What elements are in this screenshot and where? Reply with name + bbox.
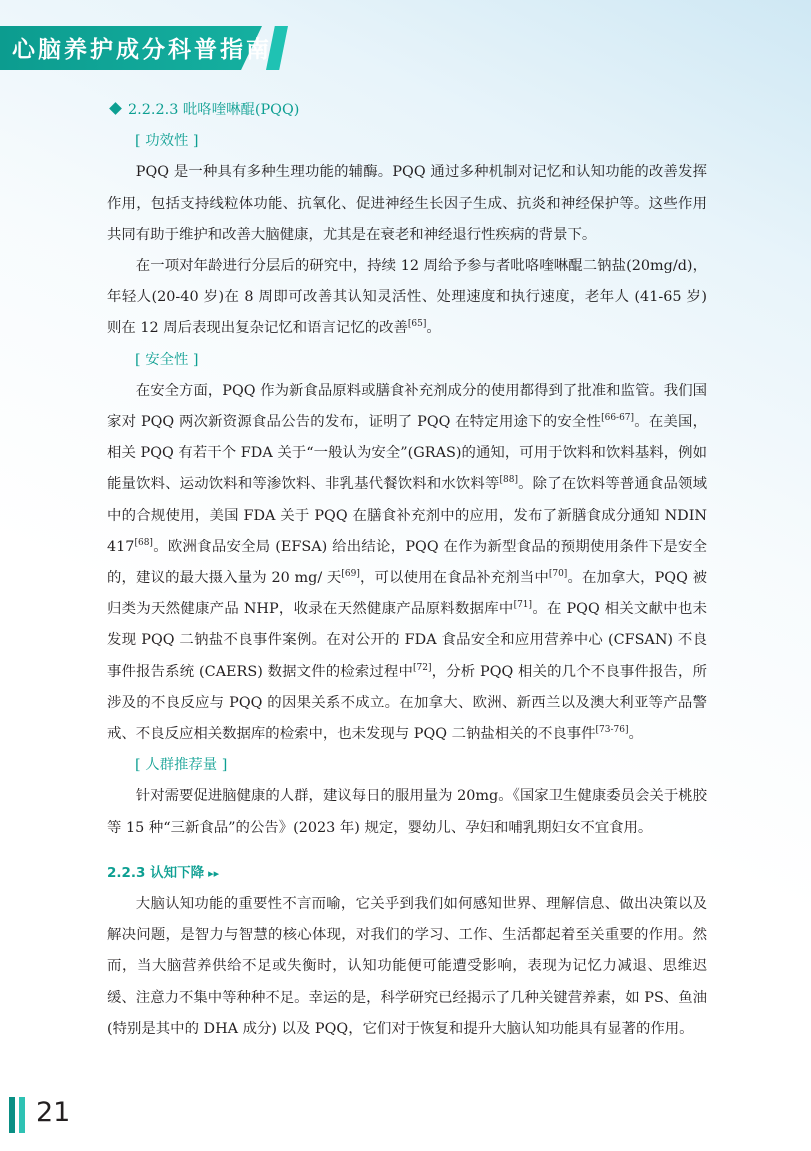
safety-text-5: ，可以使用在食品补充剂当中 <box>359 570 549 587</box>
page-bar-dark <box>9 1097 15 1133</box>
efficacy-paragraph-2-text: 在一项对年龄进行分层后的研究中，持续 12 周给予参与者吡咯喹啉醌二钠盐(20mg/d)，年轻人(20-40 岁)在 8 周即可改善其认知灵活性、处理速度和执行速度，老年人 (41-65 岁) 则在 12 周后表现出复杂记忆和语言记忆的改善 <box>107 258 707 337</box>
safety-text-7: 。在 PQQ 相关文献中也未发现 PQQ 二钠盐不良事件案例。在对公开的 FDA 食品安全和应用营养中心 (CFSAN) 不良事件报告系统 (CAERS) 数据文件的检索过程中 <box>107 601 707 680</box>
page-number-bars <box>9 1097 29 1137</box>
safety-text-1: 在安全方面，PQQ 作为新食品原料或膳食补充剂成分的使用都得到了批准和监管。我们国家对 PQQ 两次新资源食品公告的发布，证明了 PQQ 在特定用途下的安全性 <box>107 382 707 431</box>
page-content <box>107 95 707 1045</box>
safety-text-end: 。 <box>628 726 643 743</box>
subsection-heading-text: 2.2.3 认知下降 <box>107 864 205 881</box>
safety-paragraph <box>107 376 707 750</box>
cognition-paragraph: 大脑认知功能的重要性不言而喻，它关乎到我们如何感知世界、理解信息、做出决策以及解决问题，是智力与智慧的核心体现，对我们的学习、工作、生活都起着至关重要的作用。然而，当大脑营养供给不足或失衡时，认知功能便可能遭受影响，表现为记忆力减退、思维迟缓、注意力不集中等种种不足。幸运的是，科学研究已经揭示了几种关键营养素，如 PS、鱼油 (特别是其中的 DHA 成分) 以及 PQQ，它们对于恢复和提升大脑认知功能具有显著的作用。 <box>107 896 707 1037</box>
citation: [72] <box>413 662 432 673</box>
diamond-bullet-icon <box>109 102 122 115</box>
safety-text-2: 。在美国，相关 PQQ 有若干个 FDA 关于“一般认为安全”(GRAS)的通知，可用于饮料和饮料基料，例如能量饮料、运动饮料和等渗饮料、非乳基代餐饮料和水饮料等 <box>107 414 707 493</box>
safety-text-8: ，分析 PQQ 相关的几个不良事件报告，所涉及的不良反应与 PQQ 的因果关系不成立。在加拿大、欧洲、新西兰以及澳大利亚等产品警戒、不良反应相关数据库的检索中，也未发现与 PQQ 二钠盐相关的不良事件 <box>107 663 707 743</box>
citation: [68] <box>134 538 153 549</box>
citation: [73-76] <box>595 725 629 736</box>
citation: [71] <box>513 600 533 611</box>
safety-text-4: 。欧洲食品安全局 (EFSA) 给出结论，PQQ 在作为新型食品的预期使用条件下是安全的，建议的最大摄入量为 20 mg/ 天 <box>107 538 707 587</box>
dose-tag: [ 人群推荐量 ] <box>135 757 228 774</box>
citation: [70] <box>548 569 568 580</box>
efficacy-paragraph-1: PQQ 是一种具有多种生理功能的辅酶。PQQ 通过多种机制对记忆和认知功能的改善发挥作用，包括支持线粒体功能、抗氧化、促进神经生长因子生成、抗炎和神经保护等。这些作用共同有助于维护和改善大脑健康，尤其是在衰老和神经退行性疾病的背景下。 <box>107 164 707 243</box>
page-number: 21 <box>36 1097 71 1128</box>
citation: [69] <box>341 569 360 580</box>
subsection-heading <box>107 858 707 889</box>
page-bar-light <box>19 1097 25 1133</box>
safety-tag: [ 安全性 ] <box>135 351 199 368</box>
safety-text-6: 。在加拿大，PQQ 被归类为天然健康产品 NHP，收录在天然健康产品原料数据库中 <box>107 570 707 618</box>
efficacy-tag: [ 功效性 ] <box>135 133 199 150</box>
running-header-title: 心脑养护成分科普指南 <box>12 37 272 63</box>
section-heading-text: 2.2.2.3 吡咯喹啉醌(PQQ) <box>128 102 300 118</box>
double-arrow-icon: ▸▸ <box>208 866 220 880</box>
citation: [88] <box>499 475 518 486</box>
safety-text-3: 。除了在饮料等普通食品领域中的合规使用，美国 FDA 关于 PQQ 在膳食补充剂中的应用，发布了新膳食成分通知 NDIN 417 <box>107 476 707 555</box>
efficacy-paragraph-2: 在一项对年龄进行分层后的研究中，持续 12 周给予参与者吡咯喹啉醌二钠盐(20mg/d)，年轻人(20-40 岁)在 8 周即可改善其认知灵活性、处理速度和执行速度，老年人 (41-65 岁) 则在 12 周后表现出复杂记忆和语言记忆的改善[65]。 <box>107 258 707 337</box>
citation: [65] <box>407 319 427 330</box>
citation: [66-67] <box>601 413 635 424</box>
section-heading <box>107 95 707 126</box>
dose-paragraph: 针对需要促进脑健康的人群，建议每日的服用量为 20mg。《国家卫生健康委员会关于桃胶等 15 种“三新食品”的公告》(2023 年) 规定，婴幼儿、孕妇和哺乳期妇女不宜食用。 <box>107 788 707 836</box>
